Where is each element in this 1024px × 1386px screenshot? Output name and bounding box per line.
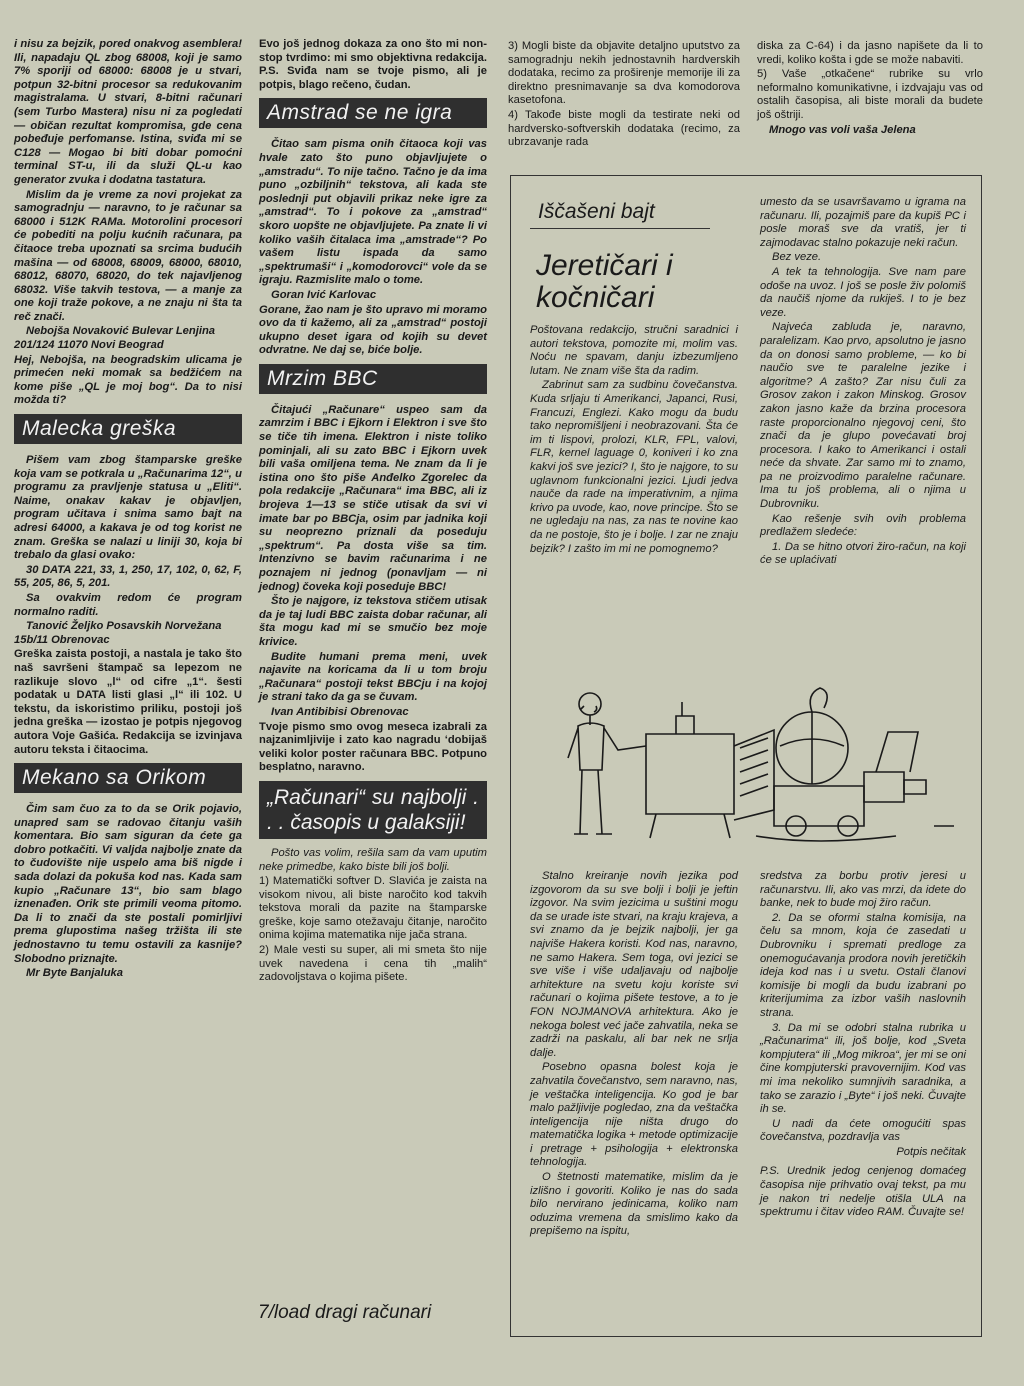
article-paragraph: Stalno kreiranje novih jezika pod izgovorom da su sve bolji i bolji je jeftin izgovor. Na svim jezicima u suštini mogu da se urade iste stvari, na kraju krajeva, a svi znamo da je bejzik najbolji, jer ga najviše Hakera koristi. Kod nas, naravno, ne samo Hakera. Sem toga, ovi jezici se sve više i više udaljavaju od najbolje arhitekture na svetu koju koriste svi računari o kojima pišete testove, a to je FON NOJMANOVA arhitektura. Ako je nekoga bolest već jače zahvatila, neka se zadrži na paskalu, ali bar nek ne srlja dalje. bbox=[530, 870, 738, 1059]
article-paragraph: Najveća zabluda je, naravno, paralelizam. Kao prvo, apsolutno je jasno da on donosi samo probleme, — ko bi naučio sve te paralelne jezike i algoritme? A zašto? Zar nisu čuli za Grosov zakon i zakon Minskog. Grosov zakon jasno kaže da brzina procesora raste proporcionalno njegovoj ceni, što znači da je glupo povećavati broj procesora. I kako to Amerikanci i ostali neće da shvate. Zar samo mi to znamo, pa ne proizvodimo paralelne računare. Ima tu još problema, ali o njima u Dubrovniku. bbox=[760, 321, 966, 511]
signature: Mnogo vas voli vaša Jelena bbox=[769, 123, 916, 136]
article-paragraph: Poštovana redakcijo, stručni saradnici i autori tekstova, pomozite mi, molim vas. Noću ne spavam, danju izbezumljeno lutam. Ne znam više šta da radim. bbox=[530, 324, 738, 377]
article-title: Jeretičari i kočničari bbox=[536, 249, 673, 314]
letter-paragraph: 4) Takođe biste mogli da testirate neki od hardversko-softverskih dodataka (recimo, za ubrzavanje rada bbox=[508, 108, 740, 149]
cartoon-illustration bbox=[556, 676, 966, 852]
article-paragraph: Posebno opasna bolest koja je zahvatila čovečanstvo, sem naravno, nas, je veštačka inteligencija. Ko god je bar malo pažljivije pogledao, zna da veštačka inteligencija nije ništa drugo do matematička logika + metode optimizacije i pretrage + psihologija + elektronska tehnologija. bbox=[530, 1061, 738, 1169]
article-paragraph: Zabrinut sam za sudbinu čovečanstva. Kuda srljaju ti Amerikanci, Japanci, Rusi, Francuzi, Englezi. Kako mogu da budu tako nepromišljeni i neobrazovani. Šta će im ti lispovi, prolozi, KLR, FPL, valovi, FLR, kernel laguage 0, koniveri i ko zna kakvi još sve jezici? I, što je najgore, to su uglavnom funkcionalni jezici. Ljudi jedva nauče da rade na imperativnim, a njima krivo pa uvode, kao, nove principe. Što se ne ugledaju na nas, za nas te novine kao da ne postoje, što je i bolje. I zar ne znaju bejzik? I zašto im mi ne pomognemo? bbox=[530, 379, 738, 555]
letter-paragraph: 5) Vaše „otkačene“ rubrike su vrlo neformalno komunikativne, i izdvajaju vas od ostalih časopisa, ali biste morali da budete još oštriji. bbox=[757, 68, 983, 121]
article-paragraph: A tek ta tehnologija. Sve nam pare odoše na uvoz. I još se posle živ polomiš da naučiš njome da rukiješ. I to je bez veze. bbox=[760, 265, 966, 319]
letter-paragraph: Što je najgore, iz tekstova stičem utisak da je taj ludi BBC zaista dobar računar, ali šta mogu kad mi se smučio bez moje krivice. bbox=[259, 595, 487, 648]
editor-reply: Tvoje pismo smo ovog meseca izabrali za najzanimljivije i zato kao nagradu ‘dobijaš veliki kolor poster računara BBC. Potpuno besplatno, naravno. bbox=[259, 720, 487, 774]
letter-paragraph: Mislim da je vreme za novi projekat za samogradnju — naravno, to je računar sa 68000 i 512K RAMa. Motorolini procesori će pobediti na polju kućnih računara, pa čitaoce treba upoznati sa srcima budućih mašina — od 68008, 68009, 68000, 68010, 68012, 68070, 68020, do tek najavljenog 68032. Više takvih testova, — a manje za one koji traže pokove, a ne znaju ni šta ta reč znači. bbox=[14, 188, 242, 323]
letter-paragraph: 3) Mogli biste da objavite detaljno uputstvo za samogradnju nekih jednostavnih hardverskih dodataka, recimo za proširenje memorije ili za direktno presnimavanje sa dva komodorova kasetofona. bbox=[508, 40, 740, 107]
article-postscript: P.S. Urednik jedog cenjenog domaćeg časopisa nije prihvatio ovaj tekst, pa mu je nakon tri nedelje otišla ULA na spektrumu i čitav video RAM. Čuvajte se! bbox=[760, 1165, 966, 1219]
letter-paragraph: Budite humani prema meni, uvek najavite na koricama da li u tom broju „Računara“ postoji tekst BBCju i na kojoj je strani tako da ga se čuvam. bbox=[259, 650, 487, 704]
signature: Goran Ivić Karlovac bbox=[271, 288, 377, 301]
letter-paragraph: 1) Matematički softver D. Slavića je zaista na visokom nivou, ali biste naročito kod takvih tekstova morali da pazite na štamparske greške, koje samo otežavaju čitanje, naročito onima kojima matematika nije jača strana. bbox=[259, 875, 487, 942]
article-left-top bbox=[530, 324, 738, 557]
code-line: 30 DATA 221, 33, 1, 250, 17, 102, 0, 62, F, 55, 205, 86, 5, 201. bbox=[14, 563, 242, 590]
section-header-mrzim: Mrzim BBC bbox=[259, 364, 487, 394]
article-paragraph: 1. Da se hitno otvori žiro-račun, na koji će se uplaćivati bbox=[760, 540, 966, 567]
article-signature: Potpis nečitak bbox=[896, 1145, 966, 1158]
column-1 bbox=[14, 38, 242, 982]
signature: Ivan Antibibisi Obrenovac bbox=[271, 705, 409, 718]
article-paragraph: umesto da se usavršavamo u igrama na računaru. Ili, pozajmiš pare da kupiš PC i posle moraš sve da vratiš, jer ti zajmodavac stalno pokazuje neki račun. bbox=[760, 196, 966, 249]
editor-reply: Gorane, žao nam je što upravo mi moramo ovo da ti kažemo, ali za „amstrad“ postoji ukupno deset igara od kojih su devet odvratne. Ne daj se, biće bolje. bbox=[259, 303, 487, 357]
letter-intro: i nisu za bejzik, pored onakvog asemblera! Ili, napadaju QL zbog 68008, koji je samo 7% sporiji od 68000: 68008 je u stvari, potpun 32-bitni procesor sa redukovanim magistralama. U stvari, 8-bitni računari (sem Turbo Mastera) nisu ni za pogledati — običan rezultat kompromisa, gde cena pobeđuje perfomanse. Istina, sviđa mi se C128 — Mogao bi biti dobar pomoćni terminal ST-u, ili da služi QL-u kao generator zvuka i dodatna tastatura. bbox=[14, 38, 242, 186]
editor-reply: Greška zaista postoji, a nastala je tako što naš savršeni štampač sa lepezom ne razlikuje slovo „l“ od cifre „1“. šesti podatak u DATA listi glasi „l“ ili 102. U tekstu, da iskoristimo priliku, postoji još jedna greška — izostao je potpis njegovog autora Voje Gašića. Redakcija se izvinjava autoru teksta i čitaocima. bbox=[14, 648, 242, 756]
section-header-mekano: Mekano sa Orikom bbox=[14, 763, 242, 793]
letter-paragraph: Pišem vam zbog štamparske greške koja vam se potkrala u „Računarima 12“, u programu za pravljenje statusa u „Eliti“. Naime, onakav kakav je objavljen, program učitava i snima samo bajt na adresi 64000, a kakava je od tog korist ne znam. Greška se nalazi u liniji 30, koja bi trebalo da glasi ovako: bbox=[14, 454, 242, 562]
article-paragraph: O štetnosti matematike, mislim da je izlišno i govoriti. Koliko je nas do sada bilo nervirano jedinicama, koliko nam oduzima vremena da smislimo kako da prepišemo na ispitu, bbox=[530, 1171, 738, 1238]
column-3 bbox=[508, 40, 740, 151]
column-4 bbox=[757, 40, 983, 138]
letter-paragraph: diska za C-64) i da jasno napišete da li to vredi, koliko košta i gde se može nabaviti. bbox=[757, 40, 983, 66]
article-paragraph: Bez veze. bbox=[772, 251, 822, 264]
section-header-amstrad: Amstrad se ne igra bbox=[259, 98, 487, 128]
letter-paragraph: 2) Male vesti su super, ali mi smeta što nije uvek navedena i cena tih „malih“ zadovoljstava o kojima pišete. bbox=[259, 944, 487, 984]
article-paragraph: 2. Da se oformi stalna komisija, na čelu sa mnom, koja će zasedati u Dubrovniku i spremati predloge za onemogućavanja prodora novih jeretičkih ideja kod nas i u svetu. Ostali članovi komisije bi mogli da budu izabrani po kriterijumima za izbor vaših naslovnih strana. bbox=[760, 911, 966, 1019]
article-paragraph: U nadi da ćete omogućiti spas čovečanstva, pozdravlja vas bbox=[760, 1117, 966, 1144]
letter-paragraph: Pošto vas volim, rešila sam da vam uputim neke primedbe, kako biste bili još bolji. bbox=[259, 846, 487, 873]
letter-paragraph: Čim sam čuo za to da se Orik pojavio, unapred sam se radovao čitanju vaših komentara. Bio sam siguran da ćete ga dobro potkačiti. Vi valjda najbolje znate da to čudovište nije uspelo ama biš nigde i sada dolazi da pokuša kod nas. Kada sam kupio „Računare 13“, bio sam blago iznenađen. Orik ste primili veoma pitomo. Da li to znači da ste postali pomirljivi prema glupostima našeg tržišta ili ste jednostavno tu temu ostavili za kasnije? Slobodno priznajte. bbox=[14, 803, 242, 965]
section-header-malecka: Malecka greška bbox=[14, 414, 242, 444]
signature: Nebojša Novaković Bulevar Lenjina 201/124 11070 Novi Beograd bbox=[14, 325, 216, 352]
section-header-racunari: „Računari“ su najbolji . . . časopis u galaksiji! bbox=[259, 781, 487, 839]
page-footer: 7/load dragi računari bbox=[258, 1302, 432, 1323]
signature: Mr Byte Banjaluka bbox=[26, 967, 123, 980]
article-right-bottom bbox=[760, 870, 966, 1221]
article-left-bottom bbox=[530, 870, 738, 1240]
letter-paragraph: Čitajući „Računare“ uspeo sam da zamrzim i BBC i Ejkorn i Elektron i sve što se tiče tih imena. Elektron i niste toliko pominjali, ali su zato BBC i Ejkorn uvek bili vaša omiljena tema. Ne znam da li je istina ono što piše Anđelko Zgorelec da pola redakcije „Računara“ ima BBC, ali iz brojeva 1—13 se stiče utisak da svi vi imate bar po BBCja, osim par jadnika koji su neoprezno priznali da poseduju „spektrum“. Pa dosta više sa tim. Intenzivno se bavim računarima i ne poznajem ni jednog (ponavljam — ni jednog) čoveka koji poseduje BBC! bbox=[259, 403, 487, 593]
article-paragraph: 3. Da mi se odobri stalna rubrika u „Računarima“ ili, još bolje, kod „Sveta kompjutera“ ili „Mog mikroa“, jer mi se oni čine kompjuterski pravovernijim. Kod vas mi ima nekoliko sumnjivih saradnika, a tako se zarazio i „Byte“ i još neki. Čuvajte ih se. bbox=[760, 1021, 966, 1116]
kicker-rule bbox=[530, 228, 710, 229]
article-right-top bbox=[760, 196, 966, 569]
letter-paragraph: Čitao sam pisma onih čitaoca koji vas hvale zato što puno objavljujete o „amstradu“. To nije tačno. Tačno je da ima puno „ozbiljnih“ tekstova, ali kada ste poslednji put objavili prikaz neke igre za „amstrad“. To i pokove za „amstrad“ skoro uopšte ne objavljujete. Pa znate li vi koliko vaših čitalaca ima „amstrade“? Po vašem listu ispada da samo „spektrumaši“ i „komodorovci“ vole da se igraju. Razmislite malo o tome. bbox=[259, 138, 487, 287]
signature: Tanović Željko Posavskih Norvežana 15b/11 Obrenovac bbox=[14, 620, 222, 646]
article-paragraph: sredstva za borbu protiv jeresi u računarstvu. Ili, ako vas mrzi, da idete do banke, nek to bude moj žiro račun. bbox=[760, 870, 966, 910]
editor-reply: Hej, Nebojša, na beogradskim ulicama je primećen neki momak sa bedžićem na kome piše „QL je moj bog“. Da to nisi možda ti? bbox=[14, 353, 242, 407]
letter-paragraph: Sa ovakvim redom će program normalno raditi. bbox=[14, 591, 242, 618]
article-kicker: Iščašeni bajt bbox=[538, 200, 655, 223]
column-2 bbox=[259, 38, 487, 986]
article-paragraph: Kao rešenje svih ovih problema predlažem sledeće: bbox=[760, 512, 966, 539]
editor-reply: Evo još jednog dokaza za ono što mi non-stop tvrdimo: mi smo objektivna redakcija. P.S. Sviđa nam se tvoje pismo, ali je potpis, blago rečeno, čudan. bbox=[259, 38, 487, 91]
